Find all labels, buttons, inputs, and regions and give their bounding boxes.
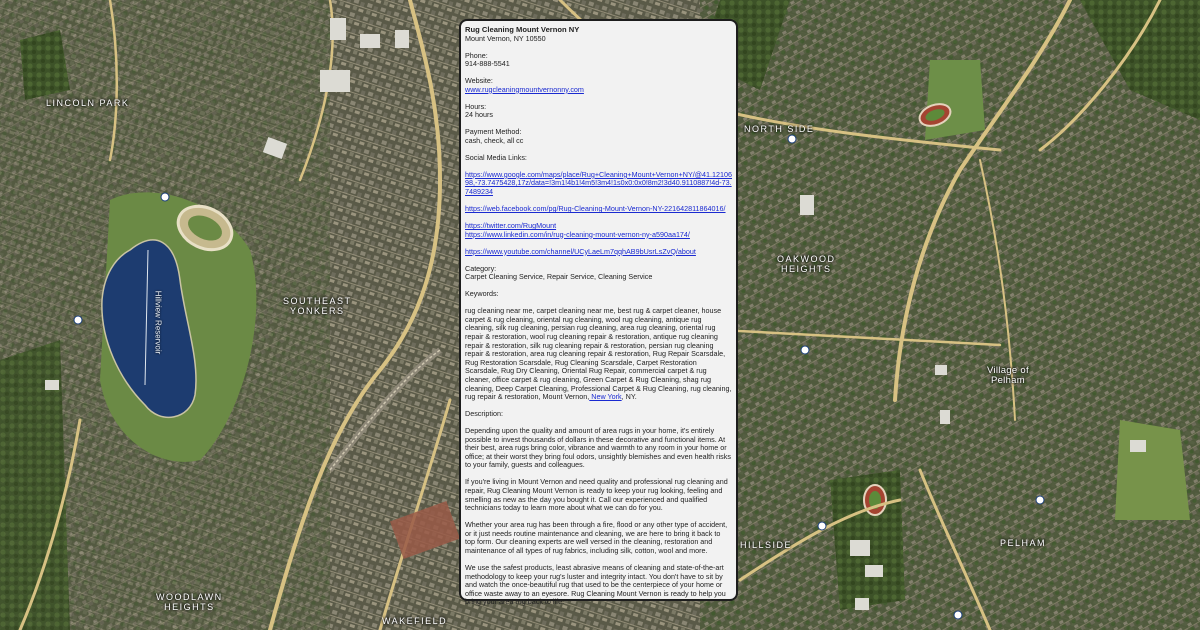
label-hillside: HILLSIDE (740, 540, 793, 550)
website-label: Website: (465, 76, 493, 86)
label-pelham: PELHAM (1000, 538, 1047, 548)
label-woodlawn-heights: WOODLAWN HEIGHTS (156, 592, 223, 612)
keywords-tail: , NY. (621, 392, 637, 402)
category-value: Carpet Cleaning Service, Repair Service, Cleaning Service (465, 272, 653, 282)
phone-label: Phone: (465, 50, 488, 60)
label-village-of-pelham: Village of Pelham (987, 365, 1029, 386)
payment-label: Payment Method: (465, 127, 522, 137)
label-hillview-reservoir: Hillview Reservoir (153, 290, 163, 355)
hours-value: 24 hours (465, 110, 493, 120)
social-label: Social Media Links: (465, 152, 527, 162)
payment-value: cash, check, all cc (465, 135, 524, 145)
twitter-link[interactable]: https://twitter.com/RugMount (465, 221, 557, 231)
website-link[interactable]: www.rugcleaningmountvernonny.com (465, 84, 584, 94)
label-southeast-yonkers: SOUTHEAST YONKERS (283, 296, 352, 316)
business-info-card (459, 19, 738, 607)
business-name: Rug Cleaning Mount Vernon NY (465, 25, 580, 34)
youtube-link[interactable]: https://www.youtube.com/channel/UCyLaeLm7qqhAB9bUsrLsZvQ/about (465, 246, 696, 256)
new-york-link[interactable]: New York (589, 392, 622, 402)
google-maps-link[interactable]: https://www.google.com/maps/place/Rug+Cleaning+Mount+Vernon+NY/@41.1210698,-73.7475428,17z/data=!3m1!4b1!4m5!3m4!1s0x0:0x0!8m2!3d40.9110887!4d-73.7489234 (465, 169, 733, 197)
description-label: Description: (465, 409, 503, 419)
business-address: Mount Vernon, NY 10550 (465, 33, 546, 43)
hours-label: Hours: (465, 101, 487, 111)
description-paragraph-3: Whether your area rug has been through a fire, flood or any other type of accident, or it just needs routine maintenance and cleaning, we are here to bring it back to top form. Our cleaning experts are well versed in the cleaning, restoration and maintenance of all types of rug fabrics, including silk, cotton, wool and more. (465, 520, 728, 555)
linkedin-link[interactable]: https://www.linkedin.com/in/rug-cleaning-mount-vernon-ny-a590aa174/ (465, 229, 690, 239)
label-north-side: NORTH SIDE (744, 124, 815, 134)
phone-value: 914-888-5541 (465, 59, 510, 69)
description-paragraph-2: If you're living in Mount Vernon and need quality and professional rug cleaning and repair, Rug Cleaning Mount Vernon is ready to keep your rug looking, feeling and smelling as new as the day you bought it. Call our experienced and qualified technicians today to learn more about what we can do for you. (465, 477, 728, 513)
label-oakwood-heights: OAKWOOD HEIGHTS (777, 254, 836, 274)
keywords-label: Keywords: (465, 289, 499, 299)
category-label: Category: (465, 263, 497, 273)
keywords-body: rug cleaning near me, carpet cleaning near me, best rug & carpet cleaner, house carpet & rug cleaning, oriental rug cleaning, wool rug cleaning, antique rug cleaning, silk rug cleaning, persian rug cleaning, area rug cleaning, oriental rug repair & restoration, wool rug cleaning repair & restoration, antique rug cleaning repair & restoration, silk rug cleaning repair & restoration, persian rug cleaning repair & restoration, area rug cleaning repair & restoration, Rug Repair Scarsdale, Rug Restoration Scarsdale, Rug Cleaning Scarsdale, Carpet Restoration Scarsdale, Rug Dry Cleaning, Oriental Rug Repair, commercial carpet & rug cleaner, office carpet & rug cleaning, Green Carpet & Rug Cleaning, shag rug cleaning, Deep Carpet Cleaning, Professional Carpet & Rug Cleaning, rug cleaning, rug repair & restoration, Mount Vernon, (465, 306, 732, 402)
label-wakefield: WAKEFIELD (382, 616, 448, 626)
label-lincoln-park: LINCOLN PARK (46, 98, 130, 108)
description-paragraph-4: We use the safest products, least abrasive means of cleaning and state-of-the-art methodology to keep your rug's luster and integrity intact. You don't have to sit by and watch the once-beautiful rug that used to be the centerpiece of your home or office waste away to an eyesore. Rug Cleaning Mount Vernon is ready to help you bring your area rug back to life. (465, 562, 726, 607)
facebook-link[interactable]: https://web.facebook.com/pg/Rug-Cleaning-Mount-Vernon-NY-221642811864016/ (465, 204, 726, 214)
keywords-text (465, 307, 732, 402)
description-paragraph-1: Depending upon the quality and amount of area rugs in your home, it's entirely possible to invest thousands of dollars in these decorative and functional items. At their best, area rugs bring color, vibrance and warmth to any room in your home or office; at their worst they bring foul odors, unsightly blemishes and even health risks to your family, guests and colleagues. (465, 426, 731, 470)
